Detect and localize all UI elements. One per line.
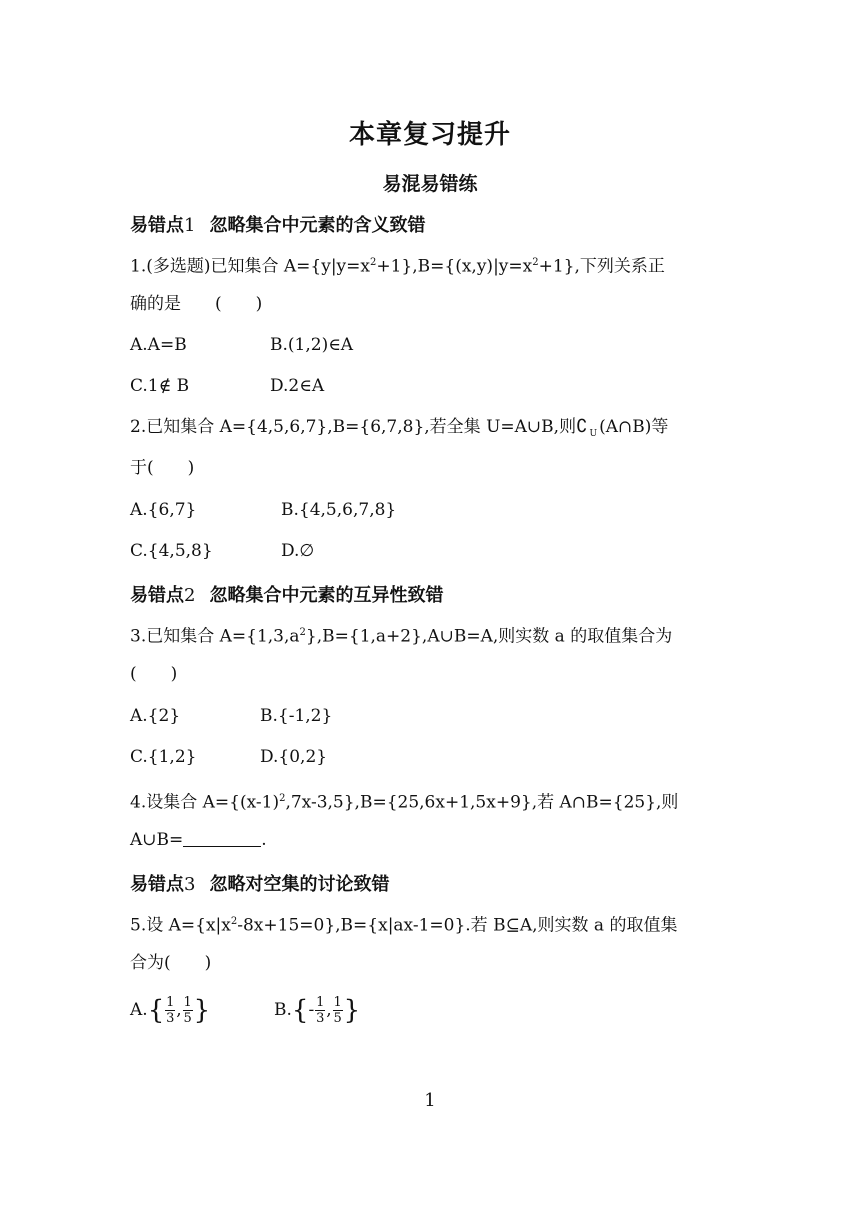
question-1-line-2: 确的是 ( ) (130, 294, 263, 314)
q1-option-d[interactable]: D.2∈A (270, 376, 325, 396)
denominator: 3 (166, 1011, 175, 1026)
page-number: 1 (424, 1090, 436, 1111)
q3-option-b[interactable]: B.{-1,2} (260, 706, 333, 726)
numerator: 1 (316, 995, 325, 1010)
q3-option-d[interactable]: D.{0,2} (260, 747, 328, 767)
section-label: 易错点 (130, 585, 184, 606)
fraction (183, 996, 193, 1025)
q2-text-a: 2.已知集合 A={4,5,6,7},B={6,7,8},若全集 U=A∪B,则 (130, 417, 577, 437)
q2-option-b[interactable]: B.{4,5,6,7,8} (281, 500, 397, 520)
section-number: 1 (184, 215, 196, 236)
right-brace: } (343, 995, 361, 1026)
q3-option-a[interactable]: A.{2} (130, 706, 181, 726)
question-5-line-1 (130, 910, 677, 938)
answer-blank[interactable] (183, 828, 261, 847)
left-brace: { (147, 995, 165, 1026)
question-3-line-2: ( ) (130, 664, 178, 684)
page-title: 本章复习提升 (348, 120, 511, 150)
question-2-line-1 (130, 415, 668, 446)
comma: , (176, 1000, 182, 1020)
section-text: 忽略集合中元素的互异性致错 (209, 585, 444, 606)
fraction (165, 996, 175, 1025)
q1-option-c[interactable]: C.1∉ B (130, 376, 190, 396)
question-4-line-1 (130, 787, 678, 815)
section-heading-1 (130, 211, 425, 237)
q5-option-a[interactable] (130, 996, 210, 1025)
q2-text-b: (A∩B)等 (599, 417, 669, 437)
q5-text-a: 5.设 A={x|x (130, 915, 231, 936)
section-label: 易错点 (130, 215, 184, 236)
q3-sup: 2 (299, 627, 306, 638)
q4-text-c: A∪B= (130, 830, 184, 850)
question-4-line-2 (130, 828, 267, 852)
q1-sup-2: 2 (532, 257, 539, 268)
q1-text-c: +1},下列关系正 (538, 256, 665, 277)
option-label: A. (130, 1000, 148, 1020)
q1-option-a[interactable]: A.A=B (130, 335, 187, 355)
section-text: 忽略对空集的讨论致错 (209, 874, 390, 895)
right-brace: } (193, 995, 211, 1026)
section-heading-3 (130, 870, 389, 896)
question-1-line-1 (130, 251, 665, 279)
q4-text-b: ,7x-3,5},B={25,6x+1,5x+9},若 A∩B={25},则 (285, 792, 679, 813)
q3-option-c[interactable]: C.{1,2} (130, 747, 197, 767)
q2-option-c[interactable]: C.{4,5,8} (130, 541, 213, 561)
minus-sign: - (308, 1000, 315, 1020)
question-3-line-1 (130, 621, 672, 649)
q2-subscript: U (589, 429, 598, 439)
fraction (333, 996, 343, 1025)
complement-symbol: ∁ (576, 416, 588, 437)
q5-option-b[interactable] (274, 996, 360, 1025)
q4-period: . (261, 830, 267, 850)
q3-text-a: 3.已知集合 A={1,3,a (130, 626, 300, 647)
section-number: 3 (184, 874, 196, 895)
numerator: 1 (183, 995, 192, 1010)
q5-sup: 2 (230, 916, 238, 927)
q5-text-b: -8x+15=0},B={x|ax-1=0}.若 B⊆A,则实数 a 的取值集 (237, 915, 678, 936)
denominator: 3 (316, 1011, 325, 1026)
numerator: 1 (166, 995, 175, 1010)
section-heading-2 (130, 581, 443, 607)
q1-sup-1: 2 (370, 257, 377, 268)
q3-text-b: },B={1,a+2},A∪B=A,则实数 a 的取值集合为 (305, 626, 673, 647)
q1-text-a: 1.(多选题)已知集合 A={y|y=x (130, 256, 370, 277)
q1-option-b[interactable]: B.(1,2)∈A (270, 335, 354, 355)
numerator: 1 (333, 995, 342, 1010)
comma: , (326, 1000, 332, 1020)
option-label: B. (274, 1000, 292, 1020)
left-brace: { (291, 995, 309, 1026)
question-5-line-2: 合为( ) (130, 953, 212, 973)
fraction (315, 996, 325, 1025)
q4-text-a: 4.设集合 A={(x-1) (130, 792, 280, 813)
section-number: 2 (184, 585, 196, 606)
question-2-line-2: 于( ) (130, 458, 195, 478)
page-subtitle: 易混易错练 (382, 173, 478, 195)
q4-sup: 2 (279, 793, 286, 804)
section-text: 忽略集合中元素的含义致错 (209, 215, 426, 236)
q2-option-a[interactable]: A.{6,7} (130, 500, 197, 520)
section-label: 易错点 (130, 874, 184, 895)
denominator: 5 (333, 1011, 342, 1026)
q1-text-b: +1},B={(x,y)|y=x (376, 256, 533, 277)
denominator: 5 (183, 1011, 192, 1026)
q2-option-d[interactable]: D.∅ (281, 541, 315, 561)
